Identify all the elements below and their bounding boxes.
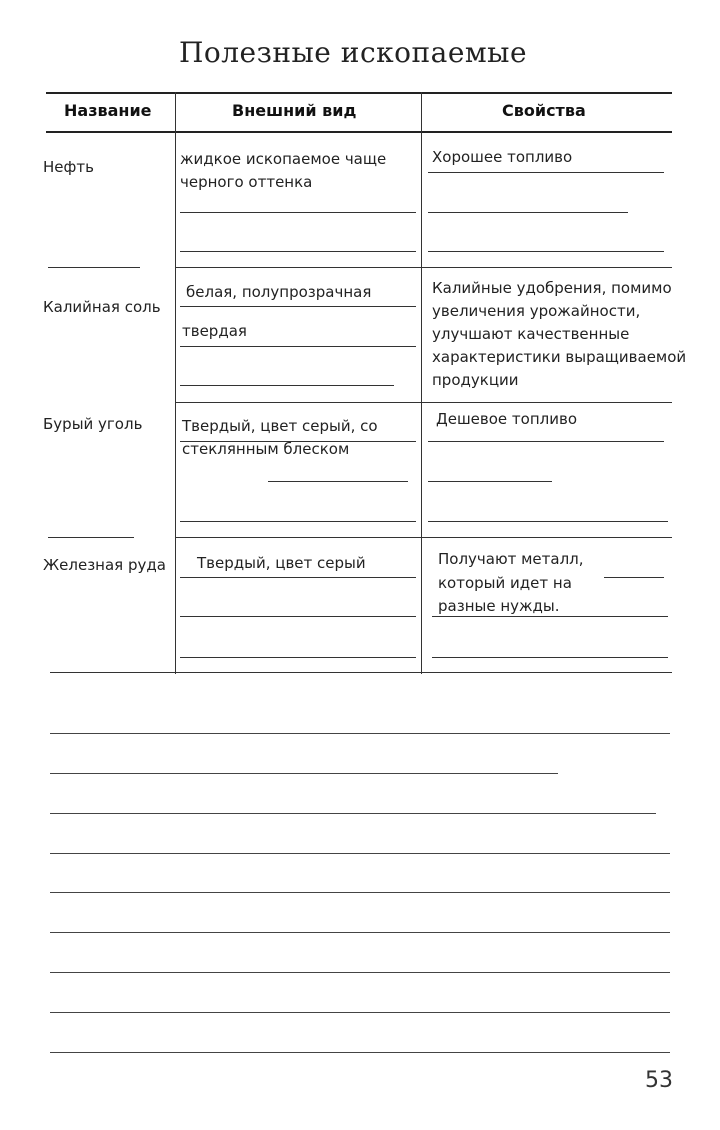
- row-3-appearance-line-2: стеклянным блеском: [182, 440, 350, 458]
- row-4-properties-line-3: разные нужды.: [438, 597, 560, 615]
- writing-line: [50, 892, 670, 893]
- row-1-name: Нефть: [43, 158, 94, 176]
- column-divider-2: [421, 92, 422, 674]
- row-2-properties-line-4: характеристики выращиваемой: [432, 348, 687, 366]
- row-1-appearance-line-2: черного оттенка: [180, 173, 313, 191]
- row-4-properties-rule: [432, 657, 668, 658]
- row-4-properties-rule: [604, 577, 664, 578]
- table-top-rule: [46, 92, 672, 94]
- row-1-appearance-rule: [180, 212, 416, 213]
- row-separator: [176, 537, 672, 538]
- page-title: Полезные ископаемые: [178, 36, 528, 69]
- writing-line: [50, 1012, 670, 1013]
- header-properties: Свойства: [502, 101, 586, 120]
- writing-line: [50, 1052, 670, 1053]
- row-2-appearance-rule: [180, 385, 394, 386]
- row-3-name-rule: [48, 537, 134, 538]
- row-1-appearance-rule: [180, 251, 416, 252]
- row-3-properties-rule: [428, 521, 668, 522]
- row-2-appearance-rule: [180, 346, 416, 347]
- row-4-properties-line-2: который идет на: [438, 574, 572, 592]
- row-4-appearance-rule: [180, 616, 416, 617]
- row-3-properties-rule: [428, 441, 664, 442]
- row-2-appearance-line-2: твердая: [182, 322, 247, 340]
- writing-line: [50, 853, 670, 854]
- row-separator: [176, 402, 672, 403]
- row-3-name: Бурый уголь: [43, 415, 143, 433]
- row-1-name-rule: [48, 267, 140, 268]
- row-1-properties-line-1: Хорошее топливо: [432, 148, 573, 166]
- writing-line: [50, 972, 670, 973]
- row-4-appearance-rule: [180, 657, 416, 658]
- table-bottom-rule: [50, 672, 672, 673]
- row-4-properties-line-1: Получают металл,: [438, 550, 584, 568]
- row-3-appearance-line-1: Твердый, цвет серый, со: [182, 417, 378, 435]
- column-divider-1: [175, 92, 176, 674]
- row-1-properties-rule: [428, 172, 664, 173]
- row-3-properties-line-1: Дешевое топливо: [436, 410, 577, 428]
- row-1-properties-rule: [428, 212, 628, 213]
- header-name: Название: [64, 101, 152, 120]
- row-3-properties-rule: [428, 481, 552, 482]
- row-3-appearance-rule: [180, 521, 416, 522]
- row-2-properties-line-5: продукции: [432, 371, 519, 389]
- row-4-properties-rule: [432, 616, 668, 617]
- writing-line: [50, 932, 670, 933]
- row-3-appearance-rule: [268, 481, 408, 482]
- row-2-appearance-rule: [180, 306, 416, 307]
- writing-line: [50, 773, 558, 774]
- row-4-appearance-rule: [180, 577, 416, 578]
- header-appearance: Внешний вид: [232, 101, 357, 120]
- row-4-appearance-line-1: Твердый, цвет серый: [197, 554, 366, 572]
- writing-line: [50, 733, 670, 734]
- row-1-properties-rule: [428, 251, 664, 252]
- row-2-name: Калийная соль: [43, 298, 161, 316]
- row-3-appearance-rule: [180, 441, 416, 442]
- row-2-appearance-line-1: белая, полупрозрачная: [186, 283, 372, 301]
- row-2-properties-line-2: увеличения урожайности,: [432, 302, 641, 320]
- row-separator: [176, 267, 672, 268]
- row-2-properties-line-3: улучшают качественные: [432, 325, 630, 343]
- row-1-appearance-line-1: жидкое ископаемое чаще: [180, 150, 387, 168]
- page-number: 53: [645, 1068, 673, 1093]
- table-header-rule: [46, 131, 672, 133]
- row-4-name: Железная руда: [43, 556, 166, 574]
- row-2-properties-line-1: Калийные удобрения, помимо: [432, 279, 672, 297]
- writing-line: [50, 813, 656, 814]
